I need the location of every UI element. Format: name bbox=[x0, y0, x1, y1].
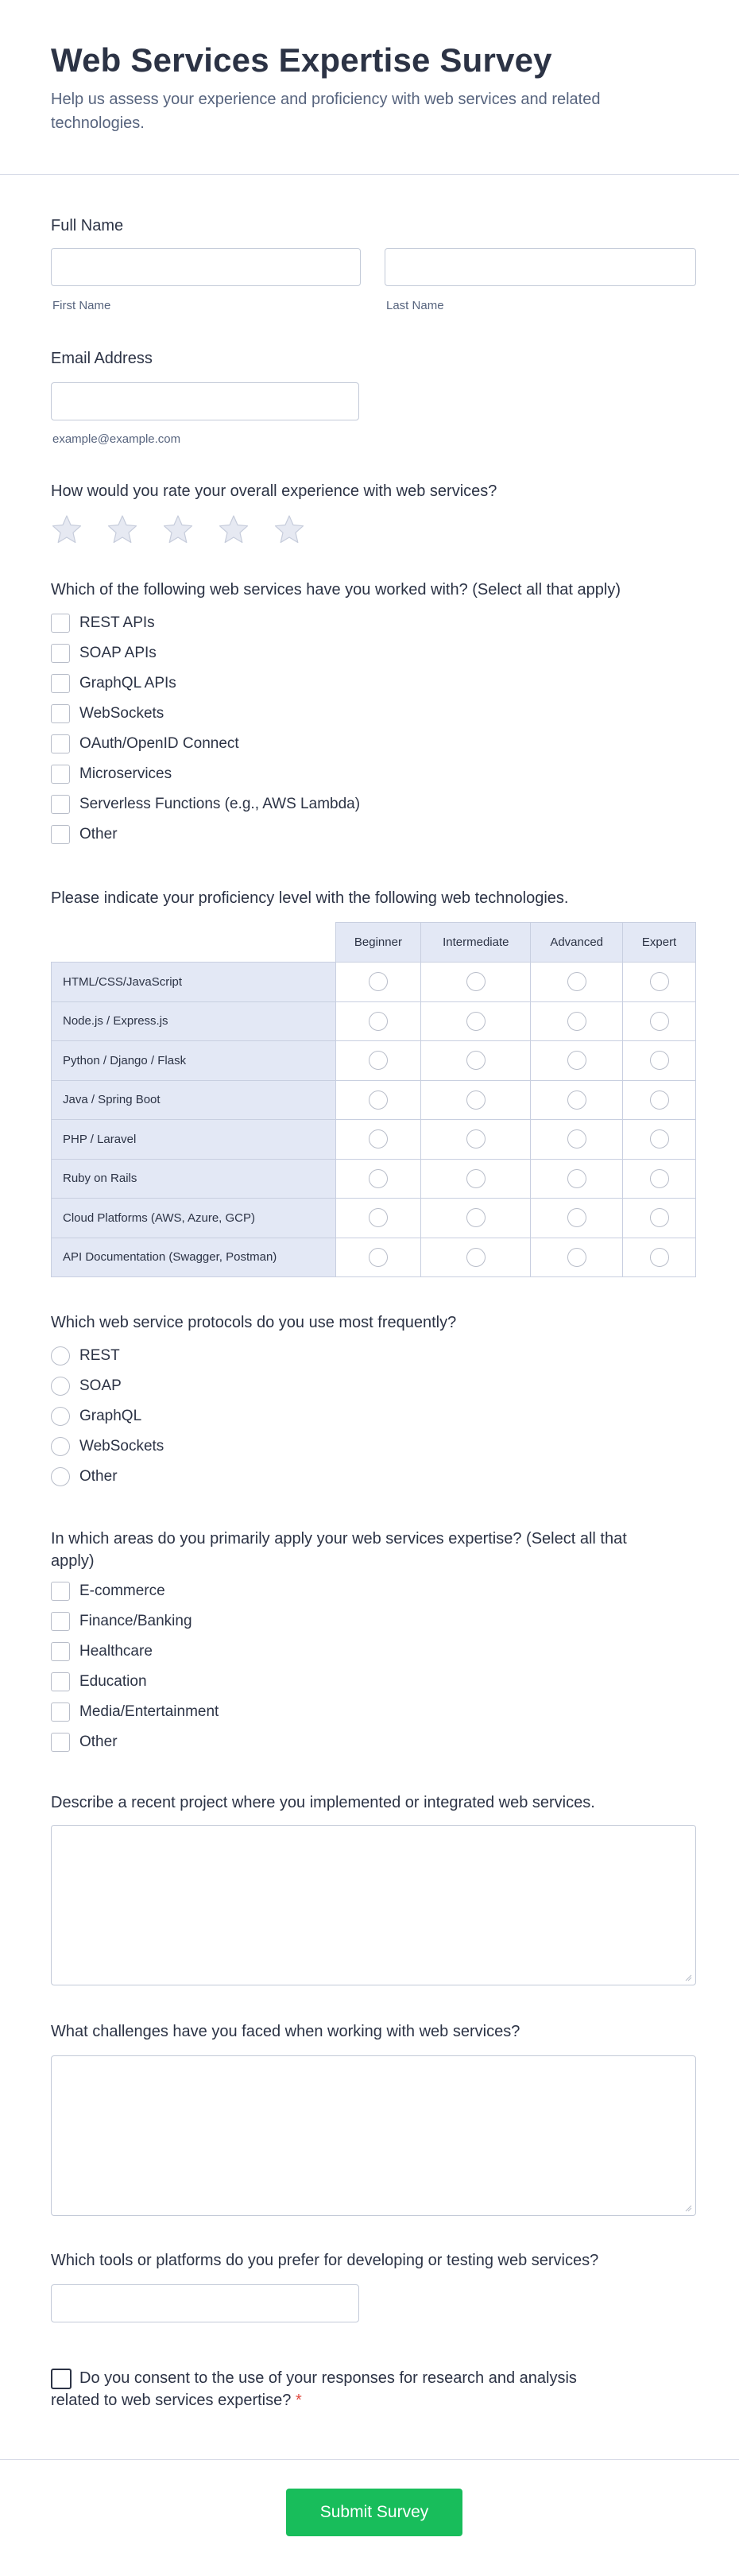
areas-option-label: Education bbox=[79, 1673, 147, 1690]
areas-field bbox=[51, 1528, 696, 1758]
matrix-cell bbox=[531, 1001, 623, 1041]
matrix-row bbox=[52, 1159, 696, 1199]
matrix-cell bbox=[623, 1159, 696, 1199]
matrix-radio-button[interactable] bbox=[466, 1208, 486, 1227]
matrix-cell bbox=[531, 1041, 623, 1081]
services-option[interactable] bbox=[51, 793, 360, 815]
matrix-row bbox=[52, 1001, 696, 1041]
matrix-cell bbox=[623, 1199, 696, 1238]
proficiency-label: Please indicate your proficiency level with the following web technologies. bbox=[51, 889, 569, 907]
form-footer bbox=[0, 2459, 739, 2576]
email-label: Email Address bbox=[51, 350, 153, 367]
matrix-cell bbox=[421, 1238, 531, 1277]
areas-option[interactable] bbox=[51, 1731, 118, 1753]
services-label: Which of the following web services have you worked with? (Select all that apply) bbox=[51, 581, 621, 598]
services-option[interactable] bbox=[51, 642, 157, 664]
matrix-radio-button[interactable] bbox=[466, 1129, 486, 1149]
radio-button[interactable] bbox=[51, 1407, 70, 1426]
first-name-sublabel: First Name bbox=[52, 299, 111, 312]
areas-option[interactable] bbox=[51, 1610, 192, 1633]
matrix-cell bbox=[531, 1199, 623, 1238]
radio-button[interactable] bbox=[51, 1346, 70, 1365]
matrix-cell bbox=[421, 1041, 531, 1081]
consent-field bbox=[51, 2367, 696, 2423]
areas-option[interactable] bbox=[51, 1701, 219, 1723]
matrix-row-label: Ruby on Rails bbox=[52, 1159, 336, 1199]
services-option-label: Microservices bbox=[79, 765, 172, 782]
matrix-radio-button[interactable] bbox=[369, 972, 388, 991]
matrix-radio-button[interactable] bbox=[650, 1090, 669, 1110]
matrix-radio-button[interactable] bbox=[650, 1248, 669, 1267]
matrix-row bbox=[52, 963, 696, 1002]
matrix-cell bbox=[623, 1041, 696, 1081]
checkbox[interactable] bbox=[51, 795, 70, 814]
matrix-table bbox=[51, 922, 696, 1277]
checkbox[interactable] bbox=[51, 1612, 70, 1631]
protocol-option[interactable] bbox=[51, 1435, 164, 1458]
protocol-option-label: REST bbox=[79, 1347, 120, 1364]
proficiency-field bbox=[51, 887, 696, 1284]
services-option-label: Serverless Functions (e.g., AWS Lambda) bbox=[79, 796, 361, 812]
matrix-column-header: Intermediate bbox=[421, 923, 531, 963]
checkbox[interactable] bbox=[51, 674, 70, 693]
areas-option-label: Media/Entertainment bbox=[79, 1703, 219, 1720]
experience-rating-field bbox=[51, 480, 696, 552]
services-option-label: SOAP APIs bbox=[79, 645, 157, 661]
checkbox[interactable] bbox=[51, 1702, 70, 1722]
matrix-radio-button[interactable] bbox=[369, 1051, 388, 1070]
matrix-cell bbox=[335, 1041, 421, 1081]
matrix-row-label: PHP / Laravel bbox=[52, 1120, 336, 1160]
areas-option-label: E-commerce bbox=[79, 1582, 165, 1599]
services-option[interactable] bbox=[51, 612, 155, 634]
matrix-column-header: Beginner bbox=[335, 923, 421, 963]
tools-field bbox=[51, 2249, 696, 2329]
first-name-input[interactable] bbox=[51, 248, 361, 286]
matrix-cell bbox=[421, 1120, 531, 1160]
checkbox[interactable] bbox=[51, 1733, 70, 1752]
matrix-radio-button[interactable] bbox=[369, 1090, 388, 1110]
star-rating bbox=[51, 513, 305, 545]
consent-checkbox[interactable] bbox=[51, 2369, 72, 2389]
matrix-row-label: API Documentation (Swagger, Postman) bbox=[52, 1238, 336, 1277]
matrix-row bbox=[52, 1120, 696, 1160]
services-option[interactable] bbox=[51, 763, 172, 785]
services-option-label: Other bbox=[79, 826, 118, 843]
matrix-radio-button[interactable] bbox=[567, 1012, 586, 1031]
matrix-column-header: Expert bbox=[623, 923, 696, 963]
matrix-radio-button[interactable] bbox=[466, 972, 486, 991]
email-sublabel: example@example.com bbox=[52, 432, 181, 446]
services-option[interactable] bbox=[51, 703, 164, 725]
protocol-option-label: GraphQL bbox=[79, 1408, 142, 1424]
consent-label: Do you consent to the use of your responses for research and analysis related to web services expertise? bbox=[51, 2369, 577, 2409]
matrix-row-label: Python / Django / Flask bbox=[52, 1041, 336, 1081]
matrix-cell bbox=[623, 963, 696, 1002]
checkbox[interactable] bbox=[51, 765, 70, 784]
checkbox[interactable] bbox=[51, 614, 70, 633]
radio-button[interactable] bbox=[51, 1377, 70, 1396]
matrix-column-header: Advanced bbox=[531, 923, 623, 963]
matrix-radio-button[interactable] bbox=[650, 1169, 669, 1188]
matrix-radio-button[interactable] bbox=[650, 1129, 669, 1149]
page-title: Web Services Expertise Survey bbox=[51, 41, 552, 79]
matrix-radio-button[interactable] bbox=[466, 1248, 486, 1267]
matrix-row bbox=[52, 1041, 696, 1081]
matrix-row-label: Node.js / Express.js bbox=[52, 1001, 336, 1041]
protocol-option[interactable] bbox=[51, 1345, 120, 1367]
matrix-cell bbox=[531, 1238, 623, 1277]
matrix-radio-button[interactable] bbox=[466, 1051, 486, 1070]
page-subtitle: Help us assess your experience and proficiency with web services and related technologies. bbox=[51, 91, 601, 132]
areas-option-label: Finance/Banking bbox=[79, 1613, 192, 1629]
matrix-row bbox=[52, 1199, 696, 1238]
star-icon[interactable] bbox=[273, 513, 305, 545]
matrix-radio-button[interactable] bbox=[567, 972, 586, 991]
services-option-label: GraphQL APIs bbox=[79, 675, 176, 691]
matrix-cell bbox=[531, 1159, 623, 1199]
services-option[interactable] bbox=[51, 672, 176, 695]
last-name-sublabel: Last Name bbox=[386, 299, 444, 312]
matrix-cell bbox=[335, 963, 421, 1002]
project-label: Describe a recent project where you implemented or integrated web services. bbox=[51, 1794, 595, 1811]
checkbox[interactable] bbox=[51, 704, 70, 723]
challenges-label: What challenges have you faced when working with web services? bbox=[51, 2023, 520, 2040]
matrix-cell bbox=[623, 1080, 696, 1120]
matrix-radio-button[interactable] bbox=[466, 1169, 486, 1188]
matrix-cell bbox=[421, 963, 531, 1002]
last-name-input[interactable] bbox=[385, 248, 696, 286]
radio-button[interactable] bbox=[51, 1437, 70, 1456]
matrix-row-label: HTML/CSS/JavaScript bbox=[52, 963, 336, 1002]
matrix-cell bbox=[335, 1120, 421, 1160]
protocol-option[interactable] bbox=[51, 1405, 141, 1427]
challenges-field bbox=[51, 2020, 696, 2219]
matrix-radio-button[interactable] bbox=[466, 1090, 486, 1110]
matrix-radio-button[interactable] bbox=[567, 1169, 586, 1188]
required-marker: * bbox=[295, 2392, 302, 2409]
areas-option[interactable] bbox=[51, 1641, 153, 1663]
matrix-row bbox=[52, 1080, 696, 1120]
checkbox[interactable] bbox=[51, 1642, 70, 1661]
matrix-radio-button[interactable] bbox=[369, 1208, 388, 1227]
services-option-label: OAuth/OpenID Connect bbox=[79, 735, 239, 752]
matrix-cell bbox=[335, 1199, 421, 1238]
checkbox[interactable] bbox=[51, 1582, 70, 1601]
matrix-cell bbox=[335, 1238, 421, 1277]
protocols-label: Which web service protocols do you use most frequently? bbox=[51, 1314, 457, 1331]
consent-label-row bbox=[51, 2367, 607, 2411]
project-textarea[interactable] bbox=[51, 1825, 696, 1985]
services-option-label: REST APIs bbox=[79, 614, 155, 631]
checkbox[interactable] bbox=[51, 734, 70, 753]
email-field bbox=[51, 347, 696, 451]
matrix-cell bbox=[421, 1199, 531, 1238]
matrix-radio-button[interactable] bbox=[650, 972, 669, 991]
protocol-option-label: SOAP bbox=[79, 1377, 122, 1394]
matrix-radio-button[interactable] bbox=[567, 1090, 586, 1110]
protocol-option-label: Other bbox=[79, 1468, 118, 1485]
resize-grip-icon[interactable] bbox=[684, 1974, 692, 1981]
matrix-radio-button[interactable] bbox=[567, 1248, 586, 1267]
matrix-radio-button[interactable] bbox=[650, 1051, 669, 1070]
protocol-option-label: WebSockets bbox=[79, 1438, 164, 1455]
matrix-cell bbox=[335, 1001, 421, 1041]
matrix-cell bbox=[531, 1080, 623, 1120]
matrix-cell bbox=[421, 1001, 531, 1041]
tools-input[interactable] bbox=[51, 2284, 359, 2322]
services-field bbox=[51, 579, 696, 849]
full-name-field bbox=[51, 215, 696, 318]
checkbox[interactable] bbox=[51, 1672, 70, 1691]
email-input[interactable] bbox=[51, 382, 359, 420]
checkbox[interactable] bbox=[51, 825, 70, 844]
areas-option-label: Other bbox=[79, 1733, 118, 1750]
star-icon[interactable] bbox=[162, 513, 194, 545]
areas-option-label: Healthcare bbox=[79, 1643, 153, 1660]
areas-label: In which areas do you primarily apply your web services expertise? (Select all that apply) bbox=[51, 1530, 627, 1570]
star-icon[interactable] bbox=[218, 513, 250, 545]
project-field bbox=[51, 1792, 696, 1990]
matrix-radio-button[interactable] bbox=[567, 1129, 586, 1149]
matrix-radio-button[interactable] bbox=[466, 1012, 486, 1031]
protocol-option[interactable] bbox=[51, 1466, 118, 1488]
tools-label: Which tools or platforms do you prefer for developing or testing web services? bbox=[51, 2252, 599, 2269]
matrix-radio-button[interactable] bbox=[369, 1129, 388, 1149]
matrix-cell bbox=[623, 1238, 696, 1277]
services-option[interactable] bbox=[51, 733, 239, 755]
matrix-cell bbox=[623, 1120, 696, 1160]
services-option[interactable] bbox=[51, 823, 118, 846]
matrix-radio-button[interactable] bbox=[567, 1208, 586, 1227]
checkbox[interactable] bbox=[51, 644, 70, 663]
matrix-cell bbox=[421, 1080, 531, 1120]
services-option-label: WebSockets bbox=[79, 705, 164, 722]
matrix-radio-button[interactable] bbox=[650, 1208, 669, 1227]
radio-button[interactable] bbox=[51, 1467, 70, 1486]
submit-button[interactable]: Submit Survey bbox=[286, 2489, 462, 2536]
matrix-corner bbox=[52, 923, 336, 963]
protocols-field bbox=[51, 1311, 696, 1494]
challenges-textarea[interactable] bbox=[51, 2055, 696, 2216]
matrix-cell bbox=[623, 1001, 696, 1041]
matrix-cell bbox=[335, 1080, 421, 1120]
matrix-cell bbox=[531, 963, 623, 1002]
matrix-cell bbox=[335, 1159, 421, 1199]
matrix-radio-button[interactable] bbox=[369, 1169, 388, 1188]
protocol-option[interactable] bbox=[51, 1375, 122, 1397]
matrix-row-label: Cloud Platforms (AWS, Azure, GCP) bbox=[52, 1199, 336, 1238]
matrix-radio-button[interactable] bbox=[369, 1248, 388, 1267]
matrix-radio-button[interactable] bbox=[369, 1012, 388, 1031]
matrix-radio-button[interactable] bbox=[567, 1051, 586, 1070]
resize-grip-icon[interactable] bbox=[684, 2204, 692, 2212]
matrix-row bbox=[52, 1238, 696, 1277]
form-header bbox=[0, 0, 739, 175]
matrix-radio-button[interactable] bbox=[650, 1012, 669, 1031]
areas-option[interactable] bbox=[51, 1580, 165, 1602]
matrix-row-label: Java / Spring Boot bbox=[52, 1080, 336, 1120]
areas-option[interactable] bbox=[51, 1671, 147, 1693]
matrix-cell bbox=[531, 1120, 623, 1160]
star-icon[interactable] bbox=[106, 513, 138, 545]
rating-label: How would you rate your overall experience with web services? bbox=[51, 482, 497, 500]
star-icon[interactable] bbox=[51, 513, 83, 545]
full-name-label: Full Name bbox=[51, 217, 124, 234]
matrix-cell bbox=[421, 1159, 531, 1199]
